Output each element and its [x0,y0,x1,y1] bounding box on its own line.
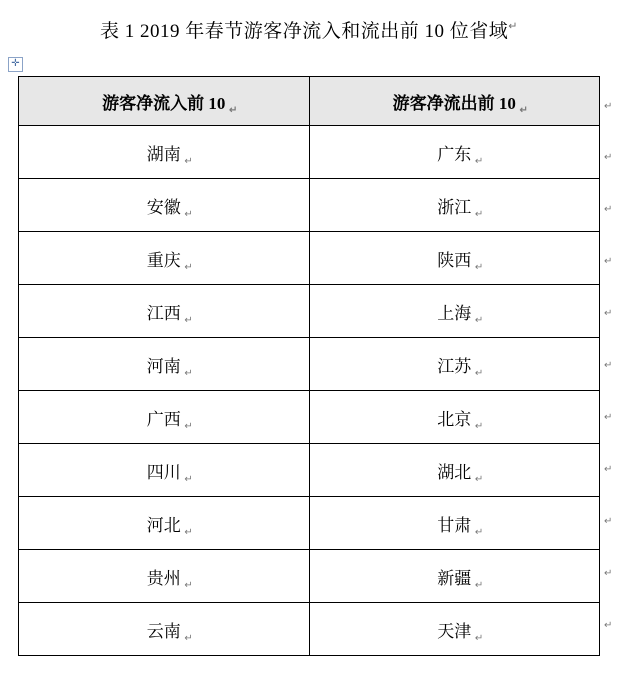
row-end-mark: ↵ [604,620,613,631]
paragraph-mark-icon: ↵ [474,155,484,167]
paragraph-mark-icon: ↵ [184,367,193,379]
cell-outflow [309,391,600,444]
row-end-mark: ↵ [604,516,613,527]
cell-inflow [19,338,310,391]
paragraph-mark-icon: ↵ [474,632,484,644]
paragraph-mark-icon: ↵ [184,155,193,167]
row-end-mark: ↵ [604,412,613,423]
cell-inflow [19,179,310,232]
paragraph-mark-icon: ↵ [508,20,518,33]
paragraph-mark-icon: ↵ [519,104,528,116]
page-title [0,16,618,43]
cell-inflow [19,497,310,550]
table-row [19,497,600,550]
table-row [19,550,600,603]
cell-text: 浙江 [437,197,472,217]
table-header-row [19,77,600,126]
cell-text: 广西 [146,409,181,429]
paragraph-mark-icon: ↵ [184,208,193,220]
cell-inflow [19,444,310,497]
paragraph-mark-icon: ↵ [474,314,484,326]
cell-outflow [309,232,600,285]
paragraph-mark-icon: ↵ [474,579,484,591]
cell-outflow [309,603,600,656]
paragraph-mark-icon: ↵ [184,579,193,591]
cell-outflow [309,126,600,179]
paragraph-mark-icon: ↵ [474,367,484,379]
paragraph-mark-icon: ↵ [184,632,193,644]
paragraph-mark-icon: ↵ [184,261,193,273]
cell-text: 云南 [146,621,181,641]
cell-outflow [309,338,600,391]
cell-text: 甘肃 [437,515,472,535]
cell-text: 陕西 [437,250,472,270]
cell-inflow [19,550,310,603]
cell-inflow [19,285,310,338]
row-end-mark: ↵ [604,256,613,267]
paragraph-mark-icon: ↵ [184,420,193,432]
cell-inflow [19,603,310,656]
cell-text: 河北 [146,515,181,535]
row-end-mark: ↵ [604,308,613,319]
table-row [19,391,600,444]
paragraph-mark-icon: ↵ [184,473,193,485]
row-end-mark: ↵ [604,152,613,163]
cell-text: 河南 [146,356,181,376]
paragraph-mark-icon: ↵ [184,314,193,326]
cell-text: 江苏 [437,356,472,376]
tourist-flow-table [18,76,600,656]
paragraph-mark-icon: ↵ [184,526,193,538]
cell-outflow [309,444,600,497]
cell-outflow [309,179,600,232]
row-end-mark: ↵ [604,464,613,475]
cell-outflow [309,285,600,338]
cell-text: 新疆 [437,568,472,588]
cell-inflow [19,232,310,285]
cell-outflow [309,550,600,603]
cell-text: 湖南 [146,144,181,164]
paragraph-mark-icon: ↵ [474,473,484,485]
row-end-mark: ↵ [604,360,613,371]
cell-text: 湖北 [437,462,472,482]
cell-inflow [19,391,310,444]
paragraph-mark-icon: ↵ [474,208,484,220]
cell-text: 贵州 [146,568,181,588]
cell-text: 四川 [146,462,181,482]
table-row [19,232,600,285]
column-header-net-outflow [309,77,600,126]
row-end-mark: ↵ [604,101,613,112]
table-row [19,285,600,338]
cell-text: 北京 [437,409,472,429]
cell-text: 安徽 [146,197,181,217]
row-end-mark: ↵ [604,204,613,215]
table-move-handle-icon[interactable]: ✛ [8,57,23,72]
cell-text: 广东 [437,144,472,164]
table-row [19,444,600,497]
column-header-net-inflow-label: 游客净流入前 10 [102,93,226,113]
page-title-text: 表 1 2019 年春节游客净流入和流出前 10 位省域 [100,21,509,42]
table-row [19,338,600,391]
cell-text: 重庆 [146,250,181,270]
cell-outflow [309,497,600,550]
cell-text: 天津 [437,621,472,641]
column-header-net-outflow-label: 游客净流出前 10 [392,93,516,113]
cell-inflow [19,126,310,179]
column-header-net-inflow [19,77,310,126]
paragraph-mark-icon: ↵ [474,261,484,273]
row-end-mark: ↵ [604,568,613,579]
paragraph-mark-icon: ↵ [474,526,484,538]
table-row [19,179,600,232]
cell-text: 江西 [146,303,181,323]
row-end-marks [604,76,618,644]
table-row [19,603,600,656]
paragraph-mark-icon: ↵ [474,420,484,432]
paragraph-mark-icon: ↵ [228,104,238,116]
cell-text: 上海 [437,303,472,323]
table-row [19,126,600,179]
